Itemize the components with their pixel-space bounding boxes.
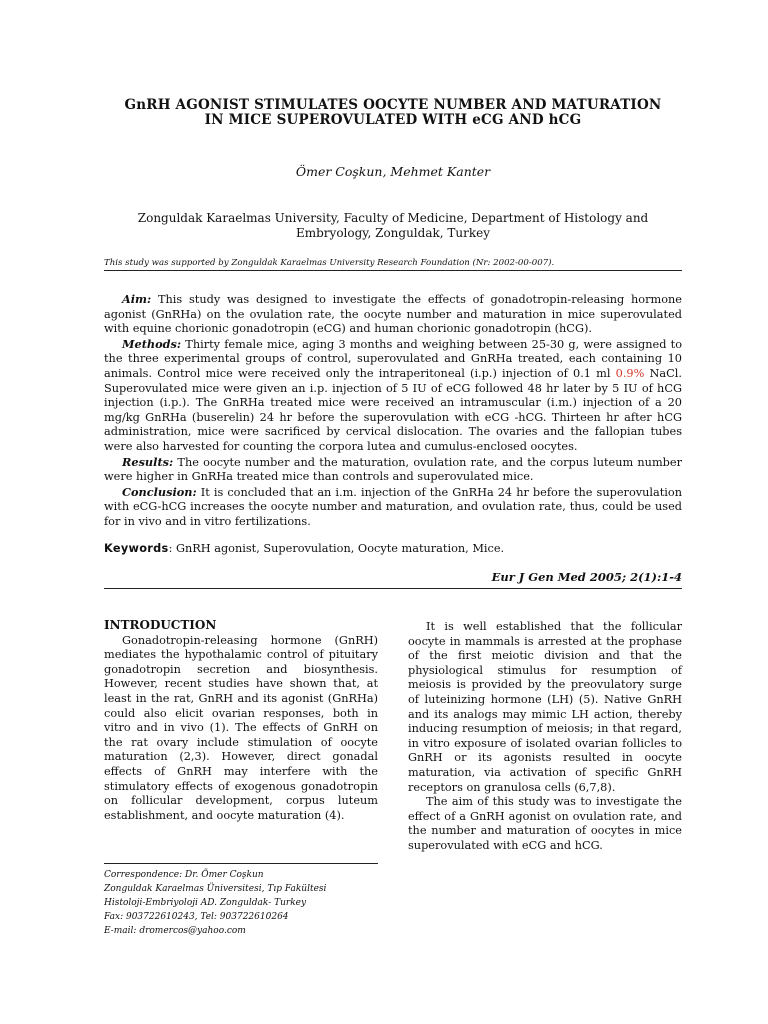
- title-line-1: GnRH AGONIST STIMULATES OOCYTE NUMBER AND MATURATION: [124, 97, 662, 113]
- results-text: The oocyte number and the maturation, ovulation rate, and the corpus luteum number were higher in GnRHa treated mice than controls and superovulated mice.: [104, 455, 682, 484]
- aim-label: Aim:: [122, 292, 152, 306]
- results-label: Results:: [122, 454, 174, 469]
- methods-text-a: Thirty female mice, aging 3 months and weighing between 25-30 g, were assigned to the three experimental groups of control, superovulated and GnRHa treated, each containing 10 animals. Control mice were received only the intraperitoneal (i.p.) injection of 0.1 ml: [104, 337, 682, 380]
- abstract-aim: [104, 292, 682, 337]
- title-line-2: IN MICE SUPEROVULATED WITH eCG AND hCG: [204, 112, 582, 128]
- aim-text: This study was designed to investigate the effects of gonadotropin-releasing hormone agonist (GnRHa) on the ovulation rate, the oocyte number and maturation in mice superovulated with equine chorionic gonadotropin (eCG) and human chorionic gonadotropin (hCG).: [104, 293, 682, 336]
- correspondence-name: Correspondence: Dr. Ömer Coşkun: [104, 870, 264, 880]
- left-column: [104, 618, 378, 823]
- methods-highlight: 0.9%: [615, 366, 645, 380]
- keywords-text: : GnRH agonist, Superovulation, Oocyte maturation, Mice.: [168, 542, 505, 555]
- correspondence-email: E-mail: dromercos@yahoo.com: [104, 926, 246, 936]
- affiliation-line-2: Embryology, Zonguldak, Turkey: [295, 226, 490, 240]
- correspondence-phone: Fax: 903722610243, Tel: 903722610264: [104, 912, 289, 922]
- introduction-heading: INTRODUCTION: [104, 618, 217, 632]
- affiliation: [104, 211, 682, 241]
- abstract: [104, 292, 682, 530]
- correspondence-department: Histoloji-Embriyoloji AD. Zonguldak- Turkey: [104, 898, 307, 908]
- keywords: [104, 542, 682, 555]
- introduction-paragraph-3: The aim of this study was to investigate the effect of a GnRH agonist on ovulation rate, and the number and maturation of oocytes in mice superovulated with eCG and hCG.: [408, 795, 682, 852]
- methods-label: Methods:: [122, 336, 182, 351]
- affiliation-line-1: Zonguldak Karaelmas University, Faculty of Medicine, Department of Histology and: [137, 211, 649, 225]
- introduction-paragraph-1: Gonadotropin-releasing hormone (GnRH) mediates the hypothalamic control of pituitary gonadotropin secretion and biosynthesis. However, recent studies have shown that, at least in the rat, GnRH and its agonist (GnRHa) could also elicit ovarian responses, both in vitro and in vivo (1). The effects of GnRH on the rat ovary include stimulation of oocyte maturation (2,3). However, direct gonadal effects of GnRH may interfere with the stimulatory effects of exogenous gonadotropin on follicular development, corpus luteum establishment, and oocyte maturation (4).: [104, 633, 378, 822]
- correspondence-institution: Zonguldak Karaelmas Üniversitesi, Tıp Fakültesi: [104, 884, 327, 894]
- article-title: [104, 98, 682, 128]
- abstract-methods: [104, 337, 682, 455]
- introduction-paragraph-2: It is well established that the follicular oocyte in mammals is arrested at the prophase of the first meiotic division and that the physiological stimulus for resumption of meiosis is provided by the preovulatory surge of luteinizing hormone (LH) (5). Native GnRH and its analogs may mimic LH action, thereby inducing resumption of meiosis; in that regard, in vitro exposure of isolated ovarian follicles to GnRH or its agonists resulted in oocyte maturation, via activation of specific GnRH receptors on granulosa cells (6,7,8).: [408, 620, 682, 794]
- author-list: Ömer Coşkun, Mehmet Kanter: [295, 164, 491, 179]
- funding-note: This study was supported by Zonguldak Karaelmas University Research Foundation (Nr: 2002-00-007).: [104, 258, 682, 271]
- keywords-label: Keywords: [104, 542, 169, 555]
- methods-text-b: NaCl. Superovulated mice were given an i.p. injection of 5 IU of eCG followed 48 hr later by 5 IU of hCG injection (i.p.). The GnRHa treated mice were received an intramuscular (i.m.) injection of a 20 mg/kg GnRHa (buserelin) 24 hr before the superovulation with eCG -hCG. Thirteen hr after hCG administration, mice were sacrificed by cervical dislocation. The ovaries and the fallopian tubes were also harvested for counting the corpora lutea and cumulus-enclosed oocytes.: [104, 366, 682, 453]
- abstract-conclusion: [104, 485, 682, 530]
- abstract-results: [104, 455, 682, 485]
- right-column: [408, 620, 682, 854]
- correspondence-block: [104, 863, 378, 938]
- journal-citation: Eur J Gen Med 2005; 2(1):1-4: [104, 570, 682, 589]
- conclusion-label: Conclusion:: [122, 484, 197, 499]
- conclusion-text: It is concluded that an i.m. injection of the GnRHa 24 hr before the superovulation with eCG-hCG increases the oocyte number and maturation, and ovulation rate, thus, could be used for in vivo and in vitro fertilizations.: [104, 485, 682, 528]
